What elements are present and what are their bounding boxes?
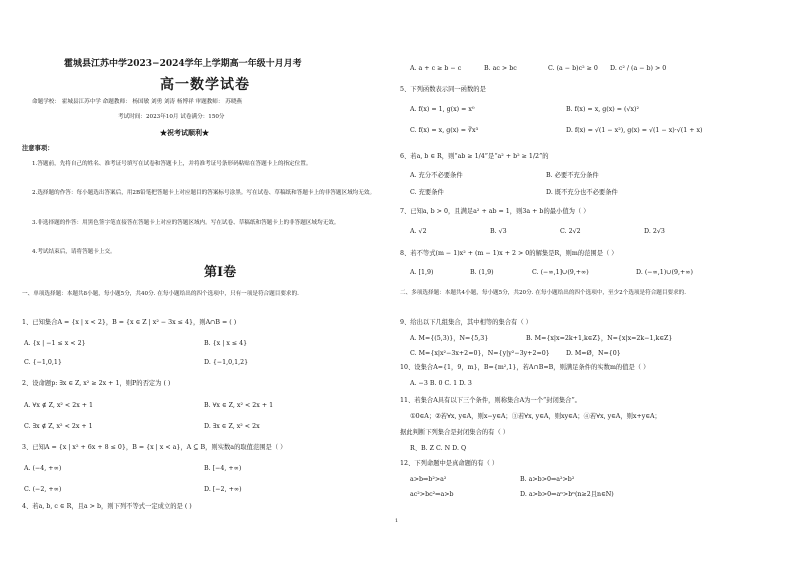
part1-instructions: 一、单项选择题：本题共8小题，每小题5分，共40分. 在每小题给出的四个选项中，只有一项是符合题目要求的. [22, 291, 299, 297]
q8-option-a: A. [1,9) [410, 269, 434, 276]
q3-option-d: D. [−2, +∞) [204, 486, 242, 493]
q3-option-b: B. [−4, +∞) [204, 465, 242, 472]
question-5: 5、下列函数表示同一函数的是 [400, 86, 486, 93]
q8-option-c: C. (−∞,1]∪(9,+∞) [532, 269, 589, 276]
q5-option-b: B. f(x) = x, g(x) = (√x)² [566, 106, 640, 113]
section-heading: 第Ⅰ卷 [204, 265, 237, 280]
question-2: 2、设命题p: ∃x ∈ Z, x² ≥ 2x + 1，则P的否定为 ( ) [22, 380, 171, 387]
q2-option-b: B. ∀x ∈ Z, x² < 2x + 1 [204, 402, 274, 409]
q12-option-c: ac²>bc²⇒a>b [410, 491, 454, 498]
meta-time-score: 考试时间：2023年10月 试卷满分：150分 [118, 114, 225, 120]
exam-title: 霍城县江苏中学2023−2024学年上学期高一年级十月月考 [64, 59, 302, 69]
q2-option-c: C. ∃x ∉ Z, x² < 2x + 1 [24, 423, 93, 430]
question-12: 12、下列命题中是真命题的有（ ） [400, 460, 499, 467]
q9-option-a: A. M={(5,3)}，N={5,3} [410, 335, 489, 342]
q7-option-c: C. 2√2 [560, 228, 581, 235]
question-3: 3、已知A = {x | x² + 6x + 8 ≤ 0}，B = {x | x < a}，A ⊆ B，则实数a的取值范围是（ ） [22, 444, 287, 451]
question-1: 1、已知集合A = {x | x < 2}，B = {x ∈ Z | x² − 3x ≤ 4}，则A∩B = ( ) [22, 319, 237, 326]
q4-option-b: B. ac > bc [484, 65, 517, 72]
q7-option-d: D. 2√3 [644, 228, 665, 235]
page-number: 1 [395, 518, 399, 524]
q7-option-b: B. √3 [490, 228, 507, 235]
q11-options: R、B. Z C. N D. Q [410, 445, 467, 452]
notice-3: 3.非选择题的作答：用黑色签字笔直接答在答题卡上对应的答题区域内。写在试卷、草稿纸和答题卡上的非答题区域均无效。 [32, 220, 340, 226]
notice-title: 注意事项： [22, 145, 54, 152]
question-6: 6、若a, b ∈ R，则“ab ≥ 1/4”是“a² + b² ≥ 1/2”的 [400, 153, 549, 160]
good-luck: ★祝考试顺利★ [160, 128, 209, 137]
q8-option-d: D. (−∞,1)∪(9,+∞) [636, 269, 693, 276]
q4-option-d: D. c² / (a − b) > 0 [610, 65, 667, 72]
q2-option-d: D. ∃x ∈ Z, x² < 2x [204, 423, 260, 430]
part2-instructions: 二、多项选择题：本题共4小题，每小题5分，共20分. 在每小题给出的四个选项中，至少2个选项是符合题目要求的. [400, 290, 687, 296]
right-column [400, 0, 786, 570]
q7-option-a: A. √2 [410, 228, 427, 235]
q12-option-a: a>b⇒b²>a² [410, 476, 447, 483]
q3-option-c: C. (−2, +∞) [24, 486, 62, 493]
question-11: 11、若集合A具有以下三个条件，则称集合A为一个“封闭集合”。 [400, 397, 581, 404]
q2-option-a: A. ∀x ∉ Z, x² < 2x + 1 [24, 402, 94, 409]
q9-option-c: C. M={x|x²−3x+2=0}，N={y|y²−3y+2=0} [410, 350, 550, 357]
q6-option-b: B. 必要不充分条件 [546, 172, 599, 179]
notice-1: 1.答题前，先将自己的姓名、准考证号填写在试卷和答题卡上，并将准考证号条形码粘贴在答题卡上的指定位置。 [32, 161, 312, 167]
q11-conditions: ①0∈A；②若∀x, y∈A，则x−y∈A；③若∀x, y∈A，则xy∈A；④若∀x, y∈A，则x+y∈A； [410, 413, 661, 420]
q5-option-a: A. f(x) = 1, g(x) = x⁰ [410, 106, 475, 113]
q5-option-d: D. f(x) = √(1 − x²), g(x) = √(1 − x)·√(1 + x) [566, 127, 703, 134]
notice-4: 4.考试结束后，请将答题卡上交。 [32, 249, 116, 255]
q5-option-c: C. f(x) = x, g(x) = ∛x³ [410, 127, 479, 134]
question-4: 4、若a, b, c ∈ R，且a > b，则下列不等式一定成立的是 ( ) [22, 503, 192, 510]
q6-option-a: A. 充分不必要条件 [410, 172, 463, 179]
q9-option-d: D. M=Ø，N={0} [566, 350, 621, 357]
q3-option-a: A. (−4, +∞) [24, 465, 62, 472]
q1-option-b: B. {x | x ≤ 4} [204, 340, 248, 347]
q10-options: A. −3 B. 0 C. 1 D. 3 [410, 380, 472, 387]
q1-option-d: D. {−1,0,1,2} [204, 359, 249, 366]
q8-option-b: B. (1,9) [470, 269, 494, 276]
q1-option-a: A. {x | −1 ≤ x < 2} [24, 340, 86, 347]
question-8: 8、若不等式(m − 1)x² + (m − 1)x + 2 > 0的解集是R，则m的范围是（ ） [400, 250, 618, 257]
q11-subprompt: 据此判断下列集合是封闭集合的有（ ） [400, 429, 510, 436]
q9-option-b: B. M={x|x=2k+1,k∈Z}，N={x|x=2k−1,k∈Z} [526, 335, 673, 342]
question-10: 10、设集合A={1，9，m}，B={m²,1}，若A∩B=B，则满足条件的实数m的值是（ ） [400, 364, 650, 371]
q6-option-c: C. 充要条件 [410, 189, 444, 196]
q12-option-b: B. a>b>0⇒a²>b² [520, 476, 575, 483]
q1-option-c: C. {−1,0,1} [24, 359, 62, 366]
q4-option-a: A. a + c ≥ b − c [410, 65, 462, 72]
question-7: 7、已知a, b > 0，且满足a² + ab = 1，则3a + b的最小值为（ ） [400, 208, 590, 215]
left-column [22, 0, 390, 570]
q4-option-c: C. (a − b)c² ≥ 0 [548, 65, 598, 72]
q6-option-d: D. 既不充分也不必要条件 [546, 189, 618, 196]
meta-authors: 命题学校： 霍城县江苏中学 命题教师： 杨国敏 刘勇 刘涛 杨博祥 审题教师： 苏晓燕 [32, 99, 243, 105]
paper-subject: 高一数学试卷 [160, 77, 250, 93]
q12-option-d: D. a>b>0⇒aⁿ>bⁿ(n≥2且n∈N) [520, 491, 614, 498]
notice-2: 2.选择题的作答：每小题选出答案后，用2B铅笔把答题卡上对应题目的答案标号涂黑。写在试卷、草稿纸和答题卡上的非答题区域均无效。 [32, 190, 376, 196]
question-9: 9、给出以下几组集合，其中相等的集合有（ ） [400, 319, 532, 326]
